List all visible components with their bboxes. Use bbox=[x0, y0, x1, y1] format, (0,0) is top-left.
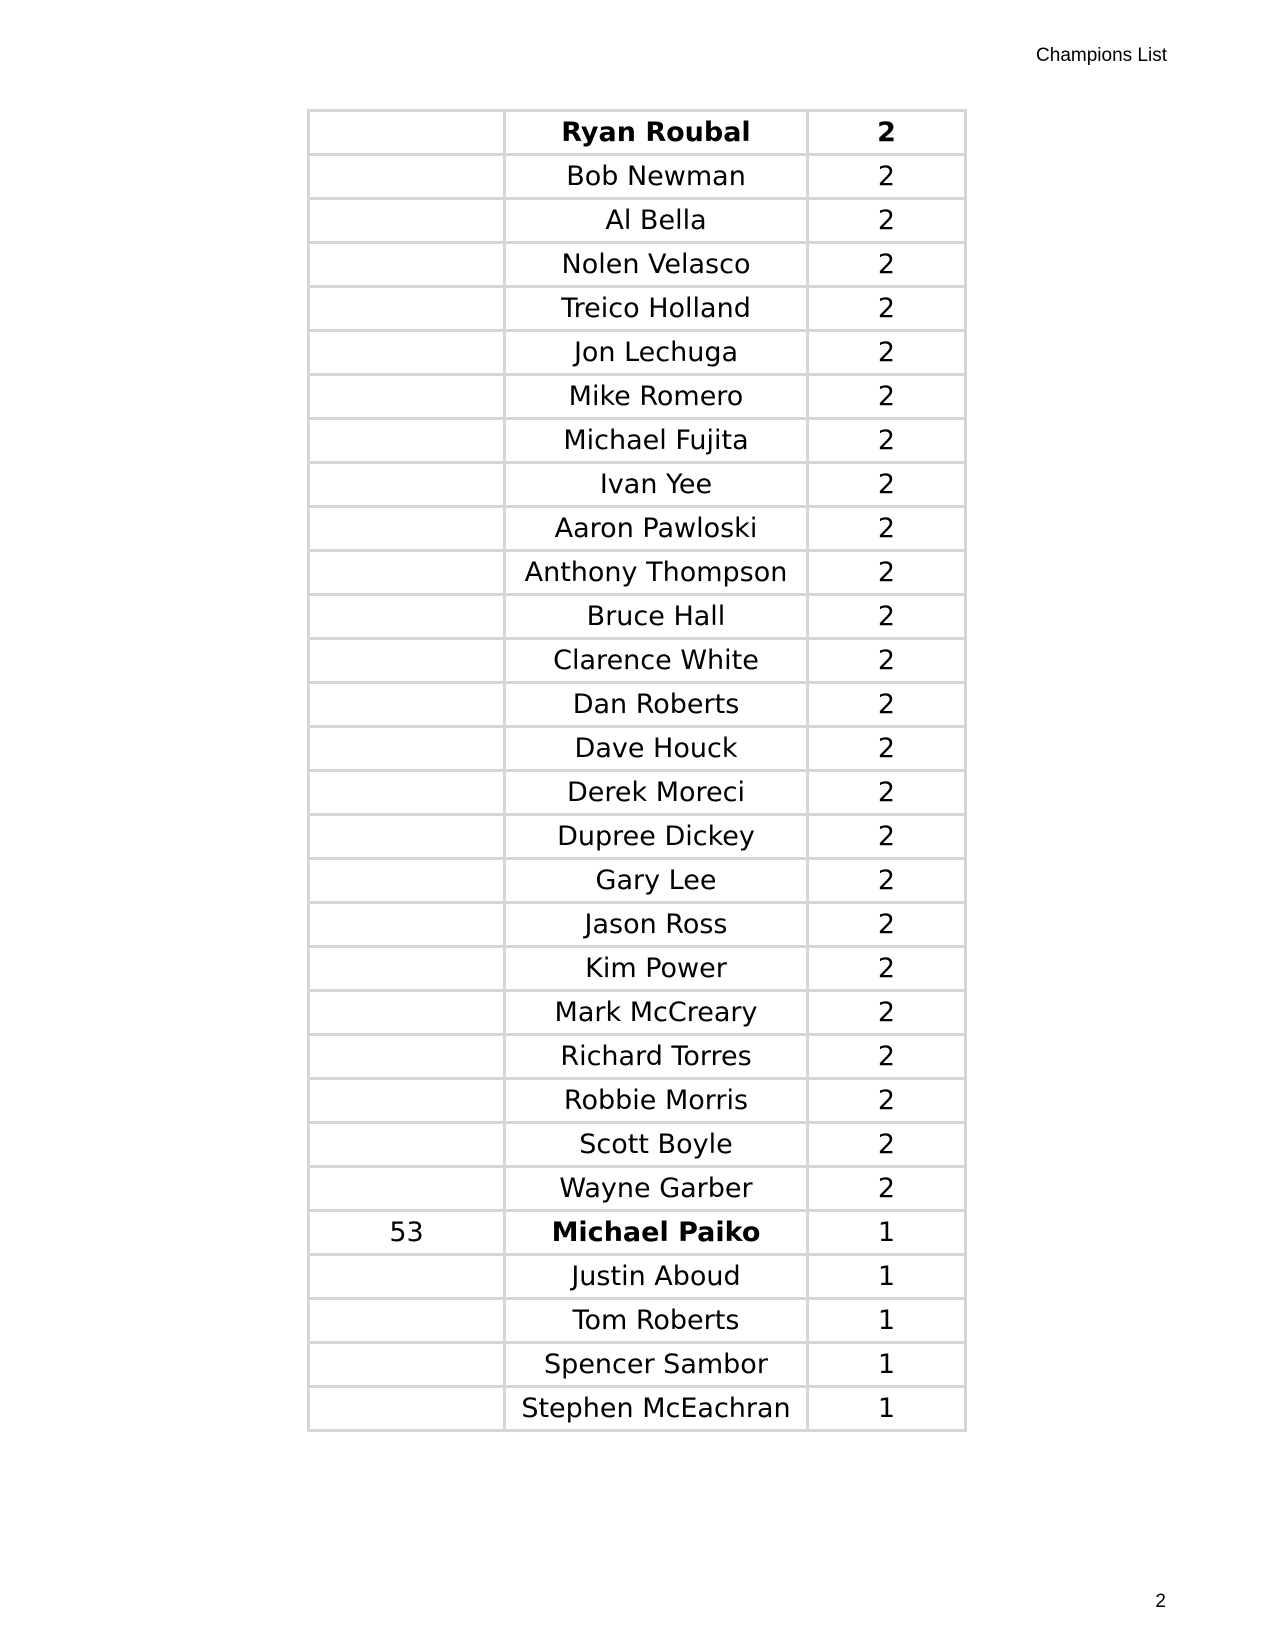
title-count-cell: 2 bbox=[808, 947, 966, 991]
table-row bbox=[309, 639, 966, 683]
champion-name-cell: Michael Paiko bbox=[505, 1211, 808, 1255]
table-row bbox=[309, 1343, 966, 1387]
champion-name-cell: Scott Boyle bbox=[505, 1123, 808, 1167]
title-count-cell: 1 bbox=[808, 1299, 966, 1343]
rank-cell bbox=[309, 375, 505, 419]
table-row bbox=[309, 199, 966, 243]
title-count-cell: 1 bbox=[808, 1343, 966, 1387]
table-row bbox=[309, 1387, 966, 1431]
title-count-cell: 2 bbox=[808, 507, 966, 551]
rank-cell bbox=[309, 419, 505, 463]
champion-name-cell: Michael Fujita bbox=[505, 419, 808, 463]
table-row bbox=[309, 111, 966, 155]
table-row bbox=[309, 507, 966, 551]
rank-cell bbox=[309, 771, 505, 815]
title-count-cell: 1 bbox=[808, 1387, 966, 1431]
title-count-cell: 2 bbox=[808, 1079, 966, 1123]
title-count-cell: 2 bbox=[808, 727, 966, 771]
champions-table bbox=[307, 109, 967, 1432]
champion-name-cell: Stephen McEachran bbox=[505, 1387, 808, 1431]
champion-name-cell: Mark McCreary bbox=[505, 991, 808, 1035]
title-count-cell: 2 bbox=[808, 243, 966, 287]
rank-cell bbox=[309, 1387, 505, 1431]
rank-cell bbox=[309, 903, 505, 947]
title-count-cell: 2 bbox=[808, 595, 966, 639]
table-row bbox=[309, 1211, 966, 1255]
champion-name-cell: Derek Moreci bbox=[505, 771, 808, 815]
table-row bbox=[309, 1035, 966, 1079]
table-row bbox=[309, 1123, 966, 1167]
champion-name-cell: Clarence White bbox=[505, 639, 808, 683]
title-count-cell: 2 bbox=[808, 815, 966, 859]
title-count-cell: 2 bbox=[808, 859, 966, 903]
rank-cell bbox=[309, 199, 505, 243]
title-count-cell: 2 bbox=[808, 771, 966, 815]
table-row bbox=[309, 947, 966, 991]
rank-cell bbox=[309, 1343, 505, 1387]
table-row bbox=[309, 287, 966, 331]
table-row bbox=[309, 727, 966, 771]
table-row bbox=[309, 991, 966, 1035]
champion-name-cell: Gary Lee bbox=[505, 859, 808, 903]
table-row bbox=[309, 1299, 966, 1343]
rank-cell bbox=[309, 463, 505, 507]
title-count-cell: 1 bbox=[808, 1255, 966, 1299]
champion-name-cell: Justin Aboud bbox=[505, 1255, 808, 1299]
rank-cell bbox=[309, 815, 505, 859]
rank-cell bbox=[309, 595, 505, 639]
rank-cell: 53 bbox=[309, 1211, 505, 1255]
champions-table-body bbox=[309, 111, 966, 1431]
champion-name-cell: Treico Holland bbox=[505, 287, 808, 331]
table-row bbox=[309, 243, 966, 287]
rank-cell bbox=[309, 507, 505, 551]
champion-name-cell: Robbie Morris bbox=[505, 1079, 808, 1123]
rank-cell bbox=[309, 947, 505, 991]
title-count-cell: 2 bbox=[808, 287, 966, 331]
table-row bbox=[309, 155, 966, 199]
champion-name-cell: Jon Lechuga bbox=[505, 331, 808, 375]
rank-cell bbox=[309, 551, 505, 595]
table-row bbox=[309, 771, 966, 815]
rank-cell bbox=[309, 1079, 505, 1123]
rank-cell bbox=[309, 1167, 505, 1211]
rank-cell bbox=[309, 1299, 505, 1343]
table-row bbox=[309, 419, 966, 463]
title-count-cell: 2 bbox=[808, 111, 966, 155]
page-number: 2 bbox=[1155, 1591, 1166, 1612]
table-row bbox=[309, 375, 966, 419]
champion-name-cell: Anthony Thompson bbox=[505, 551, 808, 595]
table-row bbox=[309, 331, 966, 375]
champion-name-cell: Ryan Roubal bbox=[505, 111, 808, 155]
title-count-cell: 2 bbox=[808, 155, 966, 199]
rank-cell bbox=[309, 1035, 505, 1079]
champion-name-cell: Al Bella bbox=[505, 199, 808, 243]
table-row bbox=[309, 551, 966, 595]
rank-cell bbox=[309, 243, 505, 287]
rank-cell bbox=[309, 639, 505, 683]
champion-name-cell: Tom Roberts bbox=[505, 1299, 808, 1343]
champion-name-cell: Spencer Sambor bbox=[505, 1343, 808, 1387]
table-row bbox=[309, 815, 966, 859]
champion-name-cell: Ivan Yee bbox=[505, 463, 808, 507]
title-count-cell: 2 bbox=[808, 1167, 966, 1211]
title-count-cell: 2 bbox=[808, 991, 966, 1035]
table-row bbox=[309, 463, 966, 507]
title-count-cell: 2 bbox=[808, 551, 966, 595]
champion-name-cell: Dan Roberts bbox=[505, 683, 808, 727]
table-row bbox=[309, 1079, 966, 1123]
table-row bbox=[309, 683, 966, 727]
champion-name-cell: Wayne Garber bbox=[505, 1167, 808, 1211]
champion-name-cell: Nolen Velasco bbox=[505, 243, 808, 287]
title-count-cell: 2 bbox=[808, 1123, 966, 1167]
title-count-cell: 2 bbox=[808, 375, 966, 419]
rank-cell bbox=[309, 155, 505, 199]
title-count-cell: 2 bbox=[808, 683, 966, 727]
title-count-cell: 2 bbox=[808, 419, 966, 463]
champion-name-cell: Aaron Pawloski bbox=[505, 507, 808, 551]
rank-cell bbox=[309, 727, 505, 771]
champion-name-cell: Mike Romero bbox=[505, 375, 808, 419]
title-count-cell: 2 bbox=[808, 331, 966, 375]
champion-name-cell: Dave Houck bbox=[505, 727, 808, 771]
title-count-cell: 2 bbox=[808, 639, 966, 683]
rank-cell bbox=[309, 111, 505, 155]
title-count-cell: 2 bbox=[808, 463, 966, 507]
table-row bbox=[309, 1255, 966, 1299]
champion-name-cell: Bob Newman bbox=[505, 155, 808, 199]
champion-name-cell: Kim Power bbox=[505, 947, 808, 991]
table-row bbox=[309, 859, 966, 903]
rank-cell bbox=[309, 859, 505, 903]
champion-name-cell: Bruce Hall bbox=[505, 595, 808, 639]
rank-cell bbox=[309, 287, 505, 331]
table-row bbox=[309, 1167, 966, 1211]
rank-cell bbox=[309, 331, 505, 375]
title-count-cell: 2 bbox=[808, 199, 966, 243]
champion-name-cell: Jason Ross bbox=[505, 903, 808, 947]
table-row bbox=[309, 595, 966, 639]
champion-name-cell: Richard Torres bbox=[505, 1035, 808, 1079]
champion-name-cell: Dupree Dickey bbox=[505, 815, 808, 859]
title-count-cell: 2 bbox=[808, 903, 966, 947]
title-count-cell: 1 bbox=[808, 1211, 966, 1255]
title-count-cell: 2 bbox=[808, 1035, 966, 1079]
rank-cell bbox=[309, 991, 505, 1035]
rank-cell bbox=[309, 1123, 505, 1167]
rank-cell bbox=[309, 683, 505, 727]
rank-cell bbox=[309, 1255, 505, 1299]
page-header-title: Champions List bbox=[1036, 45, 1167, 66]
table-row bbox=[309, 903, 966, 947]
